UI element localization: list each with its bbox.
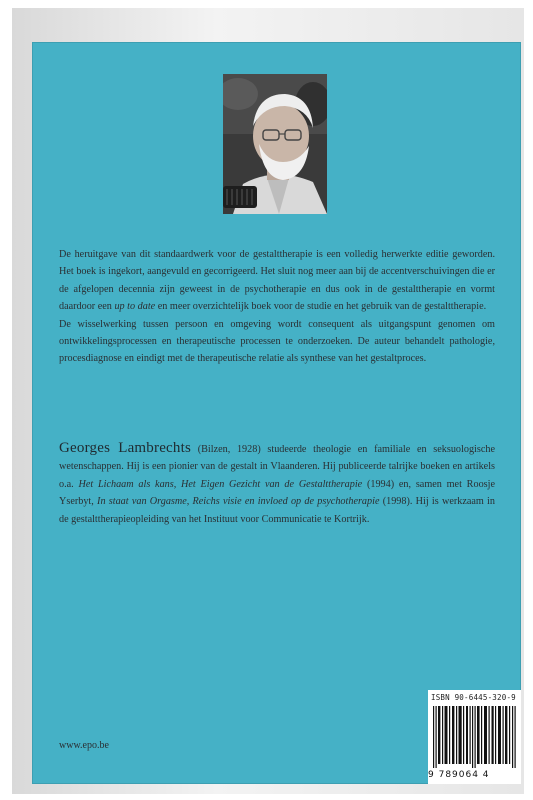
description-emphasis: up to date	[114, 301, 156, 313]
description-text: en meer overzichtelijk boek voor de studie en het gebruik van de gestalttherapie.	[155, 301, 487, 313]
book-description	[59, 246, 495, 368]
isbn-number: ISBN 90-6445-320-9	[431, 693, 516, 702]
description-paragraph-1	[59, 246, 495, 316]
barcode-icon	[431, 706, 519, 768]
barcode-digits: 9 789064 4	[428, 770, 490, 780]
description-paragraph-2: De wisselwerking tussen persoon en omgeving wordt consequent als uitgangspunt genomen om ontwikkelingsprocessen en therapeutische processen te onderzoeken. De auteur behandelt pathologie, procesdiagnose en eindigt met de therapeutische relatie als synthese van het gestaltproces.	[59, 318, 495, 365]
bio-text: (1998). Hij is werkzaam in de gestalttherapieopleiding van het Instituut voor Communicatie te Kortrijk.	[59, 496, 495, 525]
bio-text: (Bilzen, 1928) studeerde theologie en familiale en seksuologische wetenschappen. Hij is een pionier van de gestalt in Vlaanderen. Hij publiceerde talrijke boeken en artikels o.a.	[59, 444, 495, 490]
bio-book-title: In staat van Orgasme, Reichs visie en invloed op de psychotherapie	[97, 496, 380, 508]
publisher-website: www.epo.be	[59, 740, 109, 751]
barcode-label	[428, 690, 521, 784]
bio-text: (1994) en, samen met Roosje Yserbyt,	[59, 478, 495, 508]
back-cover	[32, 42, 521, 784]
author-name: Georges Lambrechts	[59, 440, 192, 456]
description-text: De heruitgave van dit standaardwerk voor de gestalttherapie is een volledig herwerkte editie geworden. Het boek is ingekort, aangevuld en gecorrigeerd. Het sluit nog meer aan bij de accentverschuivingen die er de afgelopen decennia zijn geweest in de psychotherapie en dus ook in de gestalttherapie en vormt daardoor een	[59, 249, 495, 313]
bio-book-titles: Het Lichaam als kans, Het Eigen Gezicht van de Gestalttherapie	[78, 478, 363, 490]
author-photo	[223, 74, 327, 214]
author-bio	[59, 440, 495, 528]
bio-paragraph	[59, 440, 495, 528]
